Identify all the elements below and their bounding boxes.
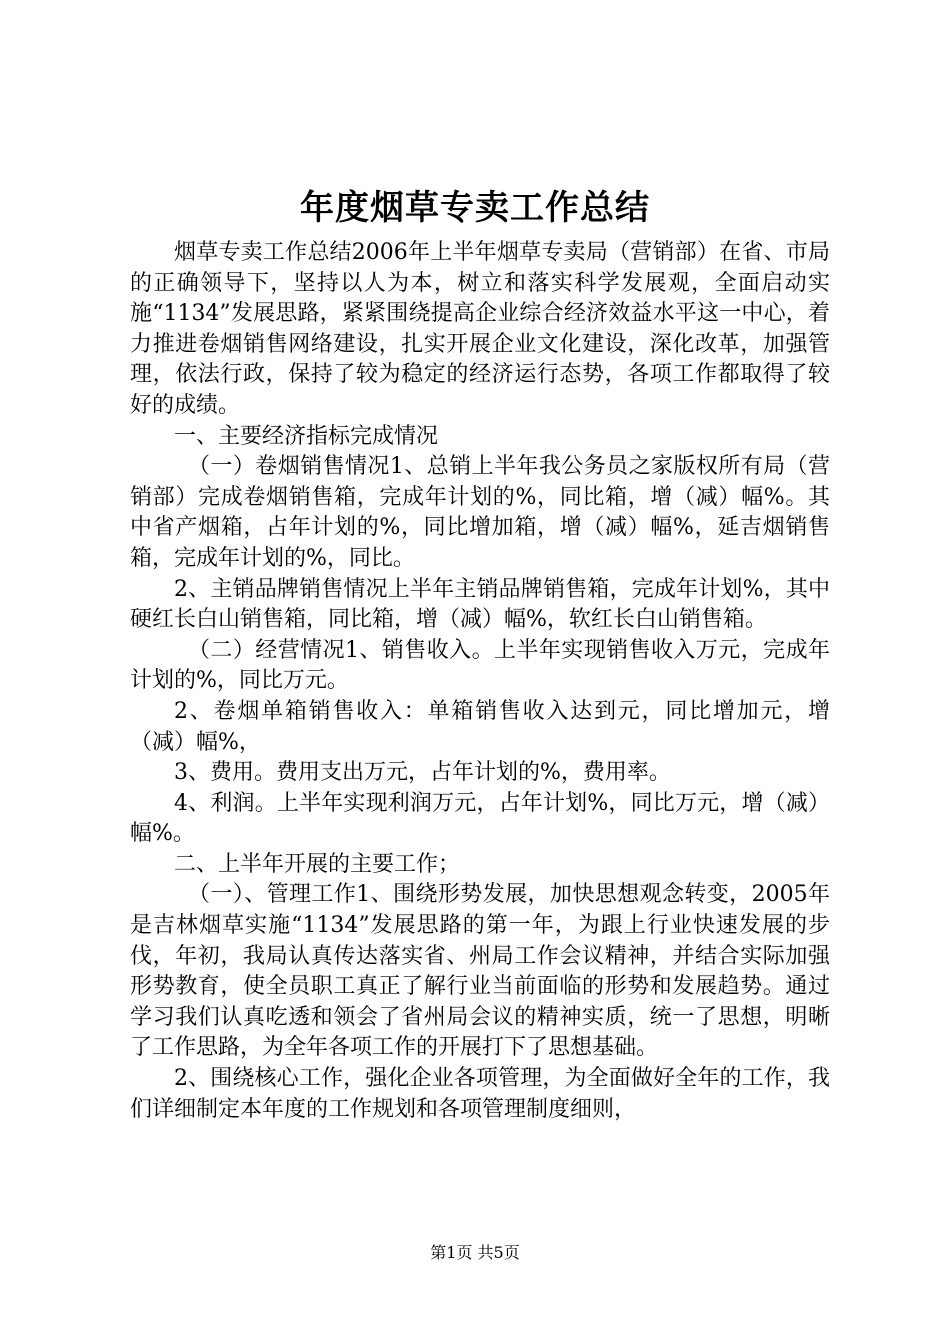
paragraph-core-work: 2、围绕核心工作，强化企业各项管理，为全面做好全年的工作，我们详细制定本年度的工作规划和各项管理制度细则，	[130, 1066, 830, 1122]
paragraph-management-work: （一）、管理工作1、围绕形势发展，加快思想观念转变，2005年是吉林烟草实施“1134”发展思路的第一年，为跟上行业快速发展的步伐，年初，我局认真传达落实省、州局工作会议精神，并结合实际加强形势教育，使全员职工真正了解行业当前面临的形势和发展趋势。通过学习我们认真吃透和领会了省州局会议的精神实质，统一了思想，明晰了工作思路，为全年各项工作的开展打下了思想基础。	[130, 882, 830, 1061]
paragraph-unit-revenue: 2、卷烟单箱销售收入：单箱销售收入达到元，同比增加元，增（减）幅%，	[130, 698, 830, 755]
document-body	[130, 238, 830, 1125]
paragraph-cigarette-sales: （一）卷烟销售情况1、总销上半年我公务员之家版权所有局（营销部）完成卷烟销售箱，完成年计划的%，同比箱，增（减）幅%。其中省产烟箱，占年计划的%，同比增加箱，增（减）幅%，延吉烟销售箱，完成年计划的%，同比。	[130, 454, 830, 571]
section-heading-indicators: 一、主要经济指标完成情况	[174, 423, 439, 449]
page-number-footer: 第1页 共5页	[430, 1243, 520, 1262]
document-title: 年度烟草专卖工作总结	[300, 188, 650, 228]
section-heading-main-work: 二、上半年开展的主要工作；	[174, 851, 461, 877]
paragraph-profit: 4、利润。上半年实现利润万元，占年计划%，同比万元，增（减）幅%。	[130, 790, 830, 847]
paragraph-operations: （二）经营情况1、销售收入。上半年实现销售收入万元，完成年计划的%，同比万元。	[130, 637, 830, 694]
paragraph-intro: 烟草专卖工作总结2006年上半年烟草专卖局（营销部）在省、市局的正确领导下，坚持以人为本，树立和落实科学发展观，全面启动实施“1134”发展思路，紧紧围绕提高企业综合经济效益水平这一中心，着力推进卷烟销售网络建设，扎实开展企业文化建设，深化改革，加强管理，依法行政，保持了较为稳定的经济运行态势，各项工作都取得了较好的成绩。	[130, 240, 830, 418]
paragraph-main-brand-sales: 2、主销品牌销售情况上半年主销品牌销售箱，完成年计划%，其中硬红长白山销售箱，同比箱，增（减）幅%，软红长白山销售箱。	[130, 576, 830, 633]
paragraph-expenses: 3、费用。费用支出万元，占年计划的%，费用率。	[174, 760, 671, 786]
